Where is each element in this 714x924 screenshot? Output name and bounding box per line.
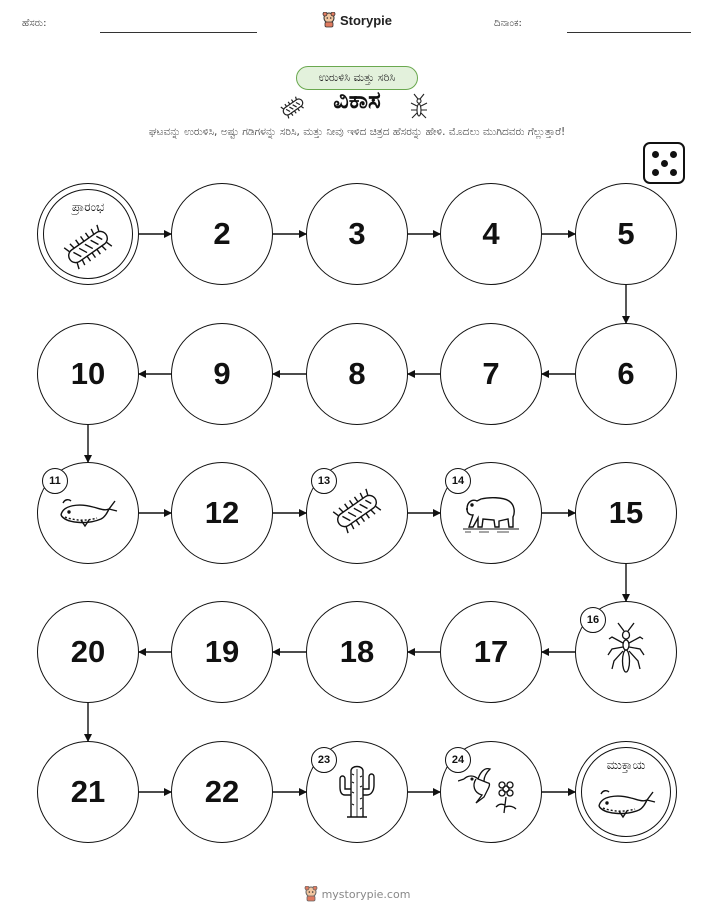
start-cell[interactable] bbox=[37, 183, 139, 285]
board-cell[interactable] bbox=[37, 601, 139, 703]
board-cell[interactable] bbox=[171, 741, 273, 843]
whale-icon bbox=[57, 491, 119, 535]
board-cell[interactable] bbox=[37, 323, 139, 425]
cell-number: 18 bbox=[339, 634, 375, 669]
name-label: ಹೆಸರು: bbox=[22, 18, 47, 29]
date-label: ದಿನಾಂಕ: bbox=[494, 18, 522, 29]
bacteria-icon bbox=[58, 222, 118, 276]
board-cell[interactable] bbox=[171, 462, 273, 564]
cell-number: 20 bbox=[70, 634, 106, 669]
instructions-text: ಘಟವನ್ನು ಉರುಳಿಸಿ, ಅಷ್ಟು ಗಡಿಗಳನ್ನು ಸರಿಸಿ, ಮತ್ತು ನೀವು ಇಳಿದ ಚಿತ್ರದ ಹೆಸರನ್ನು ಹೇಳಿ. ಮೊದಲು ಮುಗಿದವರು ಗೆಲ್ಲುತ್ತಾರೆ! bbox=[148, 126, 566, 138]
finish-label: ಮುಕ್ತಾಯ bbox=[606, 758, 646, 772]
cell-number-badge: 24 bbox=[445, 747, 471, 773]
cell-number: 6 bbox=[617, 356, 635, 391]
cell-number: 15 bbox=[608, 495, 644, 530]
board-cell[interactable] bbox=[440, 601, 542, 703]
cell-number: 10 bbox=[70, 356, 106, 391]
cell-number: 12 bbox=[204, 495, 240, 530]
board-cell[interactable] bbox=[440, 323, 542, 425]
bacteria-icon bbox=[327, 486, 387, 540]
cell-number-badge: 13 bbox=[311, 468, 337, 494]
cell-number-badge: 23 bbox=[311, 747, 337, 773]
board-cell[interactable] bbox=[306, 183, 408, 285]
board-cell[interactable] bbox=[306, 601, 408, 703]
page-title: ವಿಕಾಸ bbox=[333, 86, 381, 114]
cell-number: 19 bbox=[204, 634, 240, 669]
brand-name: Storypie bbox=[339, 12, 392, 28]
cell-number-badge: 16 bbox=[580, 607, 606, 633]
board-cell[interactable] bbox=[171, 323, 273, 425]
cell-number: 5 bbox=[617, 216, 635, 251]
hummingbird-icon bbox=[458, 765, 524, 819]
cell-number: 4 bbox=[482, 216, 500, 251]
subtitle-text: ಉರುಳಿಸಿ ಮತ್ತು ಸರಿಸಿ bbox=[318, 71, 396, 84]
board-cell[interactable] bbox=[575, 183, 677, 285]
finish-cell[interactable] bbox=[575, 741, 677, 843]
cell-number: 17 bbox=[473, 634, 509, 669]
cell-number-badge: 14 bbox=[445, 468, 471, 494]
board-cell[interactable] bbox=[171, 601, 273, 703]
cell-number-badge: 11 bbox=[42, 468, 68, 494]
storypie-mascot-icon bbox=[304, 886, 318, 902]
board-cell[interactable] bbox=[575, 323, 677, 425]
whale-icon bbox=[595, 782, 657, 826]
cactus-icon bbox=[335, 759, 379, 825]
cell-number: 21 bbox=[70, 774, 106, 809]
insect-icon bbox=[606, 621, 646, 683]
board-cell[interactable] bbox=[440, 183, 542, 285]
cell-number: 8 bbox=[348, 356, 366, 391]
cell-number: 22 bbox=[204, 774, 240, 809]
footer-site: mystorypie.com bbox=[321, 887, 411, 901]
cell-number: 9 bbox=[213, 356, 231, 391]
board-cell[interactable] bbox=[171, 183, 273, 285]
board-cell[interactable] bbox=[306, 323, 408, 425]
start-label: ಪ್ರಾರಂಭ bbox=[71, 200, 105, 214]
cell-number: 2 bbox=[213, 216, 231, 251]
board-cell[interactable] bbox=[37, 741, 139, 843]
polar-bear-icon bbox=[459, 487, 523, 539]
cell-number: 7 bbox=[482, 356, 500, 391]
board-cell[interactable] bbox=[575, 462, 677, 564]
footer bbox=[0, 886, 714, 902]
cell-number: 3 bbox=[348, 216, 366, 251]
